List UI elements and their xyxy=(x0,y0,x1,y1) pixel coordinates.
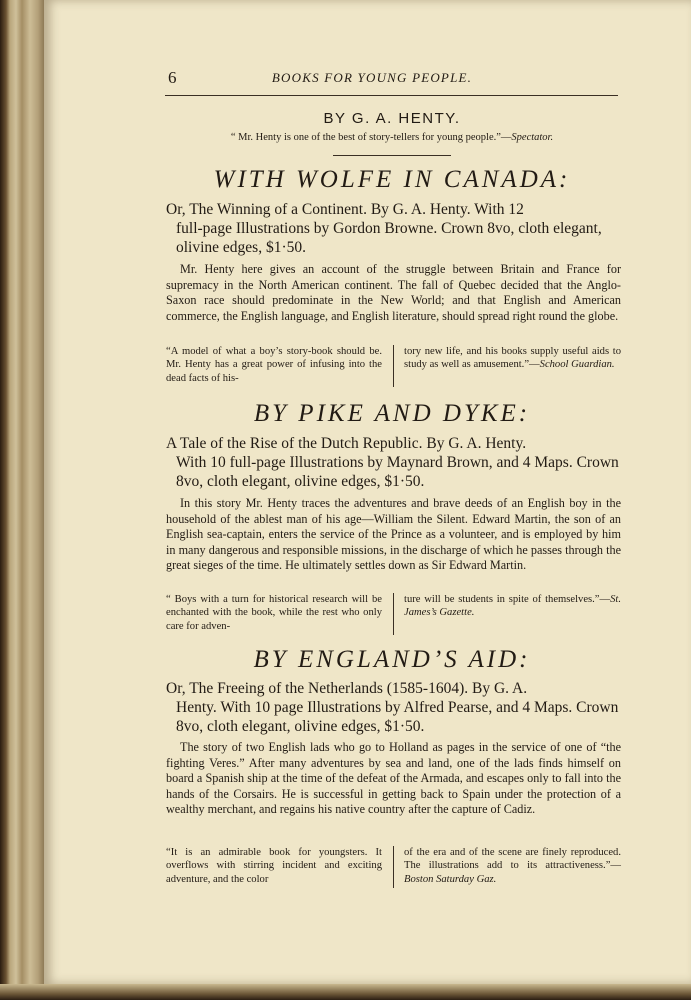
column-divider xyxy=(393,846,394,888)
book-title: BY PIKE AND DYKE: xyxy=(253,400,531,427)
section-rule xyxy=(333,155,451,156)
running-head xyxy=(118,66,626,90)
details-continued: full-page Illustrations by Gordon Browne. Crown 8vo, cloth elegant, olivine edges, $1·50. xyxy=(176,220,602,256)
book-title: WITH WOLFE IN CANADA: xyxy=(213,166,571,193)
review-left: “It is an admirable book for youngsters. It overflows with stirring incident and exciting adventure, and the color xyxy=(166,847,382,885)
press-quote: “ Mr. Henty is one of the best of story-tellers for young people.”— xyxy=(230,132,512,143)
review-columns xyxy=(166,345,621,387)
review-source: St. James’s Gazette. xyxy=(404,594,621,619)
details-continued: Henty. With 10 page Illustrations by Alfred Pearse, and 4 Maps. Crown 8vo, cloth elegant, olivine edges, $1·50. xyxy=(176,699,619,735)
page-number: 6 xyxy=(168,68,177,87)
review-text: ture will be students in spite of themselves.”— xyxy=(404,594,611,605)
book-spine-edge xyxy=(0,0,44,1000)
press-source: Spectator. xyxy=(511,132,554,143)
running-title: BOOKS FOR YOUNG PEOPLE. xyxy=(271,70,473,85)
column-divider xyxy=(393,345,394,387)
review-right xyxy=(404,345,621,372)
column-divider xyxy=(393,593,394,635)
book-description: In this story Mr. Henty traces the adventures and brave deeds of an English boy in the household of the ablest man of his age—William the Silent. Edward Martin, the son of an English sea-captain, enters the service of the Prince as a volunteer, and is employed by him in many dangerous and responsible missions, in the discharge of which he passes through the great sieges of the time. He ultimately settles down as Sir Edward Martin. xyxy=(166,496,621,573)
review-left: “A model of what a boy’s story-book should be. Mr. Henty has a great power of infusing into the dead facts of his- xyxy=(166,346,382,384)
book-page xyxy=(44,0,691,984)
details-line: A Tale of the Rise of the Dutch Republic. By G. A. Henty. xyxy=(166,435,527,452)
header-rule xyxy=(165,95,618,96)
book-details xyxy=(166,679,621,736)
book-title: BY ENGLAND’S AID: xyxy=(253,646,531,673)
book-details xyxy=(166,200,621,257)
review-text: tory new life, and his books supply useful aids to study as well as amusement.”— xyxy=(404,346,621,371)
author-heading: BY G. A. HENTY. xyxy=(323,110,461,127)
review-columns xyxy=(166,846,621,888)
book-description: The story of two English lads who go to Holland as pages in the service of one of “the fighting Veres.” After many adventures by sea and land, one of the lads finds himself on board a Spanish ship at the time of the defeat of the Armada, and escapes only to fall into the hands of the Corsairs. He is successful in getting back to Spain under the protection of a wealthy merchant, and regains his native country after the capture of Cadiz. xyxy=(166,740,621,817)
review-source: School Guardian. xyxy=(539,359,615,371)
review-right xyxy=(404,593,621,620)
book-details xyxy=(166,434,621,491)
details-line: Or, The Freeing of the Netherlands (1585-1604). By G. A. xyxy=(166,680,528,697)
review-source: Boston Saturday Gaz. xyxy=(404,873,497,885)
review-right xyxy=(404,846,621,886)
book-description: Mr. Henty here gives an account of the struggle between Britain and France for supremacy in the North American continent. The fall of Quebec decided that the Anglo-Saxon race should predominate in the New World; and that English and American commerce, the English language, and English literature, should spread right round the globe. xyxy=(166,262,621,323)
details-line: Or, The Winning of a Continent. By G. A. Henty. With 12 xyxy=(166,201,524,218)
review-text: of the era and of the scene are finely reproduced. The illustrations add to its attractiveness.”— xyxy=(404,847,621,872)
book-bottom-edge xyxy=(0,984,691,1000)
review-columns xyxy=(166,593,621,635)
press-notice xyxy=(166,132,618,143)
details-continued: With 10 full-page Illustrations by Maynard Brown, and 4 Maps. Crown 8vo, cloth elegant, olivine edges, $1·50. xyxy=(176,454,619,490)
review-left: “ Boys with a turn for historical research will be enchanted with the book, while the rest who only care for adven- xyxy=(166,594,382,632)
